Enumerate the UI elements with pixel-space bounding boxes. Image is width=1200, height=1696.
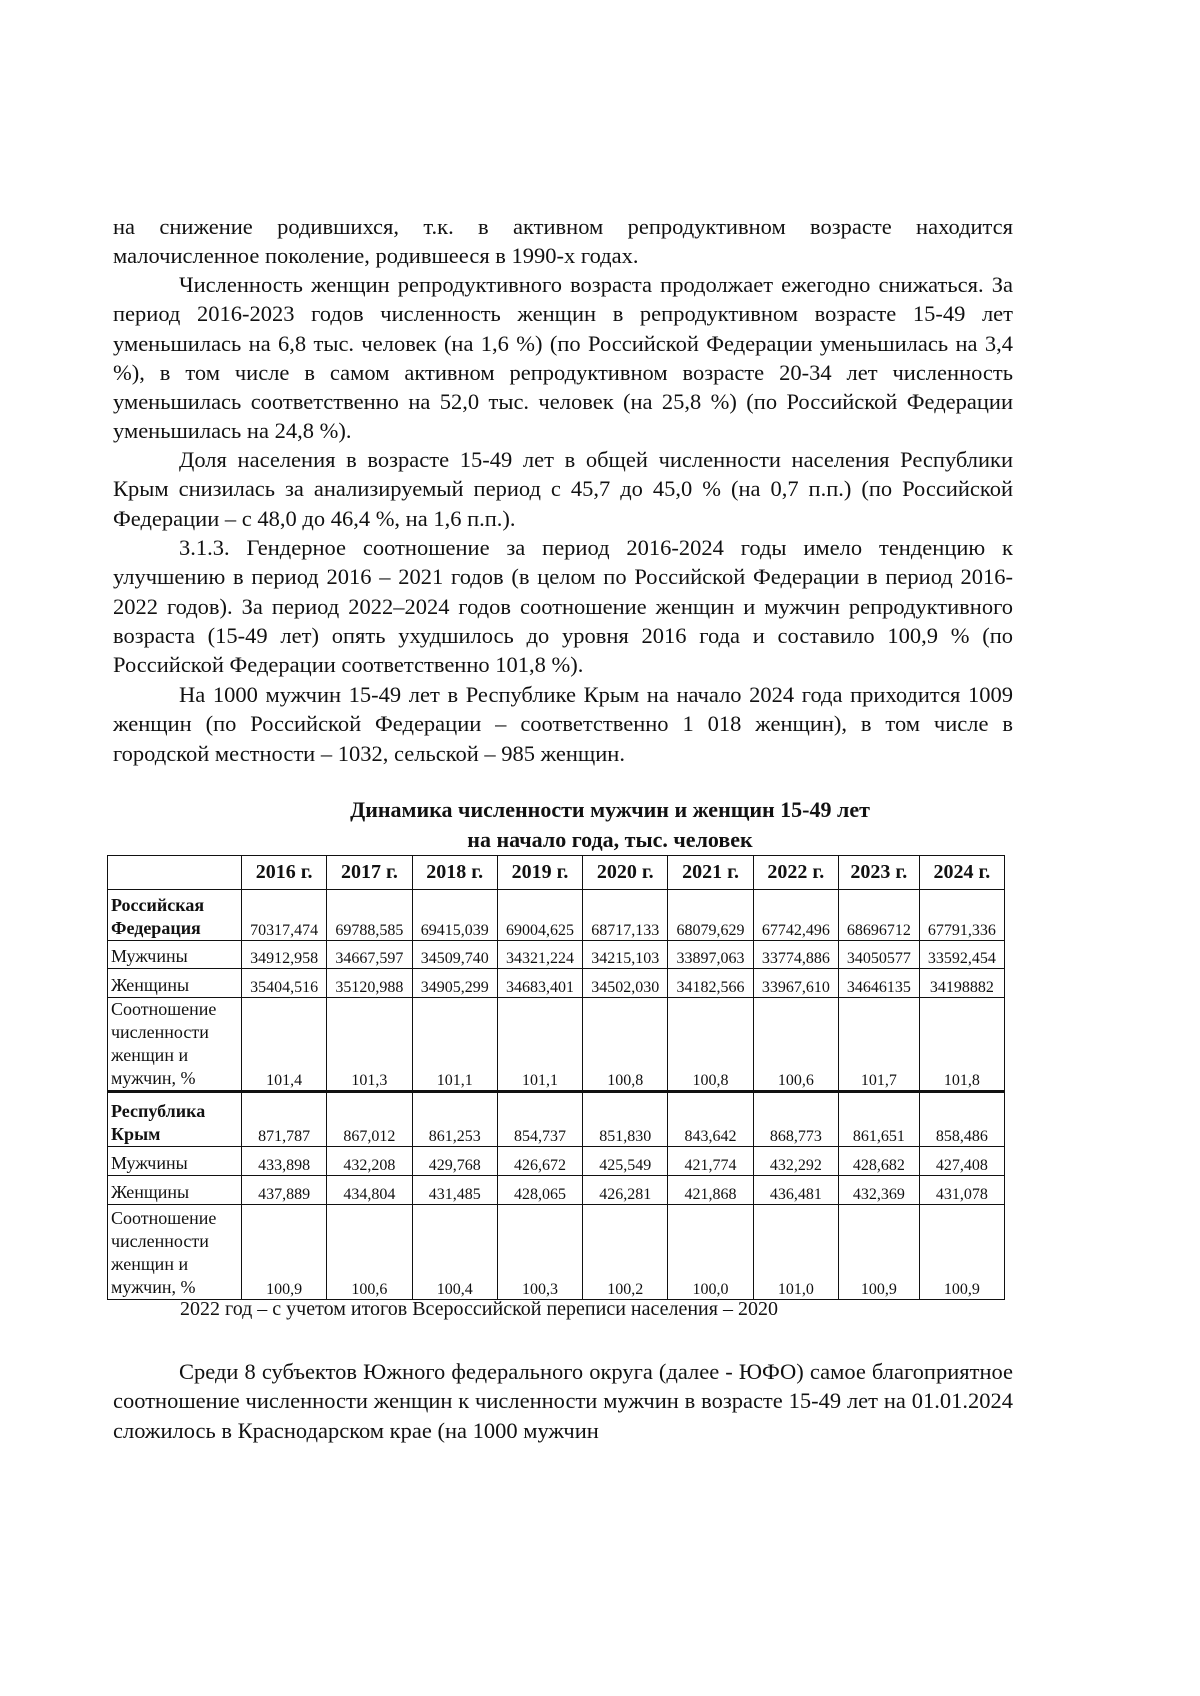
- table-cell: 851,830: [583, 1092, 668, 1147]
- table-cell: 100,9: [242, 1205, 327, 1300]
- table-cell: 34182,566: [668, 969, 753, 998]
- table-cell: 861,253: [412, 1092, 497, 1147]
- table-cell: 101,8: [919, 998, 1004, 1092]
- table-row: [108, 1205, 1005, 1300]
- table-row: [108, 969, 1005, 998]
- table-cell: 431,078: [919, 1176, 1004, 1205]
- table-cell: 69004,625: [497, 890, 582, 941]
- table-cell: 861,651: [838, 1092, 919, 1147]
- table-cell: 34215,103: [583, 941, 668, 969]
- table-cell: 428,682: [838, 1147, 919, 1176]
- paragraph: 3.1.3. Гендерное соотношение за период 2016-2024 годы имело тенденцию к улучшению в период 2016 – 2021 годов (в целом по Российской Федерации в период 2016-2022 годов). За период 2022–2024 годов соотношение женщин и мужчин репродуктивного возраста (15-49 лет) опять ухудшилось до уровня 2016 года и составило 100,9 % (по Российской Федерации соответственно 101,8 %).: [113, 535, 1013, 678]
- paragraph: Среди 8 субъектов Южного федерального округа (далее - ЮФО) самое благоприятное соотношение численности женщин к численности мужчин в возрасте 15-49 лет на 01.01.2024 сложилось в Краснодарском крае (на 1000 мужчин: [113, 1359, 1013, 1443]
- table-cell: 100,2: [583, 1205, 668, 1300]
- table-cell: 421,868: [668, 1176, 753, 1205]
- table-cell: 434,804: [327, 1176, 412, 1205]
- table-cell: 35120,988: [327, 969, 412, 998]
- table-cell: 69788,585: [327, 890, 412, 941]
- table-cell: 100,6: [753, 998, 838, 1092]
- column-header: 2022 г.: [753, 856, 838, 890]
- table-cell: 854,737: [497, 1092, 582, 1147]
- table-row: [108, 998, 1005, 1092]
- table-cell: 34509,740: [412, 941, 497, 969]
- table-cell: 34050577: [838, 941, 919, 969]
- table-cell: 433,898: [242, 1147, 327, 1176]
- table-cell: 425,549: [583, 1147, 668, 1176]
- table-cell: 100,4: [412, 1205, 497, 1300]
- table-cell: 68079,629: [668, 890, 753, 941]
- table-cell: 426,672: [497, 1147, 582, 1176]
- table-title: Динамика численности мужчин и женщин 15-49 лет: [350, 797, 870, 822]
- table-cell: 100,9: [919, 1205, 1004, 1300]
- table-cell: 34683,401: [497, 969, 582, 998]
- table-header-row: [108, 856, 1005, 890]
- table-row: [108, 1147, 1005, 1176]
- table-cell: 101,7: [838, 998, 919, 1092]
- table-cell: 69415,039: [412, 890, 497, 941]
- table-cell: 34912,958: [242, 941, 327, 969]
- table-cell: 429,768: [412, 1147, 497, 1176]
- table-cell: 100,0: [668, 1205, 753, 1300]
- table-cell: 843,642: [668, 1092, 753, 1147]
- table-cell: 100,6: [327, 1205, 412, 1300]
- table-cell: 33774,886: [753, 941, 838, 969]
- table-cell: 68717,133: [583, 890, 668, 941]
- paragraph: На 1000 мужчин 15-49 лет в Республике Крым на начало 2024 года приходится 1009 женщин (по Российской Федерации – соответственно 1 018 женщин), в том числе в городской местности – 1032, сельской – 985 женщин.: [113, 682, 1013, 766]
- table-cell: 67791,336: [919, 890, 1004, 941]
- table-note: 2022 год – с учетом итогов Всероссийской переписи населения – 2020: [180, 1298, 778, 1320]
- column-header: 2024 г.: [919, 856, 1004, 890]
- row-label: Соотношение численности женщин и мужчин, %: [108, 1205, 242, 1300]
- column-header: 2019 г.: [497, 856, 582, 890]
- table-cell: 868,773: [753, 1092, 838, 1147]
- row-label: Соотношение численности женщин и мужчин, %: [108, 998, 242, 1092]
- table-cell: 436,481: [753, 1176, 838, 1205]
- column-header: 2018 г.: [412, 856, 497, 890]
- table-cell: 426,281: [583, 1176, 668, 1205]
- table-cell: 101,0: [753, 1205, 838, 1300]
- table-cell: 432,369: [838, 1176, 919, 1205]
- table-cell: 33592,454: [919, 941, 1004, 969]
- table-cell: 33897,063: [668, 941, 753, 969]
- table-cell: 427,408: [919, 1147, 1004, 1176]
- table-cell: 33967,610: [753, 969, 838, 998]
- table-cell: 101,4: [242, 998, 327, 1092]
- table-cell: 100,8: [668, 998, 753, 1092]
- table-cell: 867,012: [327, 1092, 412, 1147]
- column-header: 2017 г.: [327, 856, 412, 890]
- table-cell: 437,889: [242, 1176, 327, 1205]
- row-label: Женщины: [108, 1176, 242, 1205]
- row-label: Женщины: [108, 969, 242, 998]
- paragraph: на снижение родившихся, т.к. в активном репродуктивном возрасте находится малочисленное поколение, родившееся в 1990-х годах.: [113, 214, 1013, 269]
- table-cell: 34646135: [838, 969, 919, 998]
- table-cell: 100,9: [838, 1205, 919, 1300]
- row-label: Мужчины: [108, 1147, 242, 1176]
- column-header: 2020 г.: [583, 856, 668, 890]
- table-cell: 432,292: [753, 1147, 838, 1176]
- column-header: [108, 856, 242, 890]
- table-cell: 432,208: [327, 1147, 412, 1176]
- table-cell: 34321,224: [497, 941, 582, 969]
- table-cell: 34502,030: [583, 969, 668, 998]
- column-header: 2016 г.: [242, 856, 327, 890]
- table-cell: 871,787: [242, 1092, 327, 1147]
- paragraph: Численность женщин репродуктивного возраста продолжает ежегодно снижаться. За период 2016-2023 годов численность женщин в репродуктивном возрасте 15-49 лет уменьшилась на 6,8 тыс. человек (на 1,6 %) (по Российской Федерации уменьшилась на 3,4 %), в том числе в самом активном репродуктивном возрасте 20-34 лет численность уменьшилась соответственно на 52,0 тыс. человек (на 25,8 %) (по Российской Федерации уменьшилась на 24,8 %).: [113, 272, 1013, 444]
- population-table: [107, 855, 1005, 1300]
- row-label: Республика Крым: [108, 1092, 242, 1147]
- table-cell: 35404,516: [242, 969, 327, 998]
- table-row: [108, 941, 1005, 969]
- table-cell: 101,1: [497, 998, 582, 1092]
- table-cell: 100,8: [583, 998, 668, 1092]
- table-cell: 101,3: [327, 998, 412, 1092]
- table-cell: 68696712: [838, 890, 919, 941]
- table-subtitle: на начало года, тыс. человек: [467, 827, 753, 852]
- table-row: [108, 890, 1005, 941]
- row-label: Мужчины: [108, 941, 242, 969]
- table-cell: 70317,474: [242, 890, 327, 941]
- table-cell: 431,485: [412, 1176, 497, 1205]
- table-row: [108, 1176, 1005, 1205]
- table-cell: 34667,597: [327, 941, 412, 969]
- table-cell: 67742,496: [753, 890, 838, 941]
- table-cell: 101,1: [412, 998, 497, 1092]
- column-header: 2023 г.: [838, 856, 919, 890]
- paragraph: Доля населения в возрасте 15-49 лет в общей численности населения Республики Крым снизилась за анализируемый период с 45,7 до 45,0 % (на 0,7 п.п.) (по Российской Федерации – с 48,0 до 46,4 %, на 1,6 п.п.).: [113, 447, 1013, 531]
- column-header: 2021 г.: [668, 856, 753, 890]
- table-cell: 858,486: [919, 1092, 1004, 1147]
- table-cell: 34905,299: [412, 969, 497, 998]
- table-cell: 428,065: [497, 1176, 582, 1205]
- table-cell: 421,774: [668, 1147, 753, 1176]
- row-label: Российская Федерация: [108, 890, 242, 941]
- table-cell: 34198882: [919, 969, 1004, 998]
- table-row: [108, 1092, 1005, 1147]
- table-cell: 100,3: [497, 1205, 582, 1300]
